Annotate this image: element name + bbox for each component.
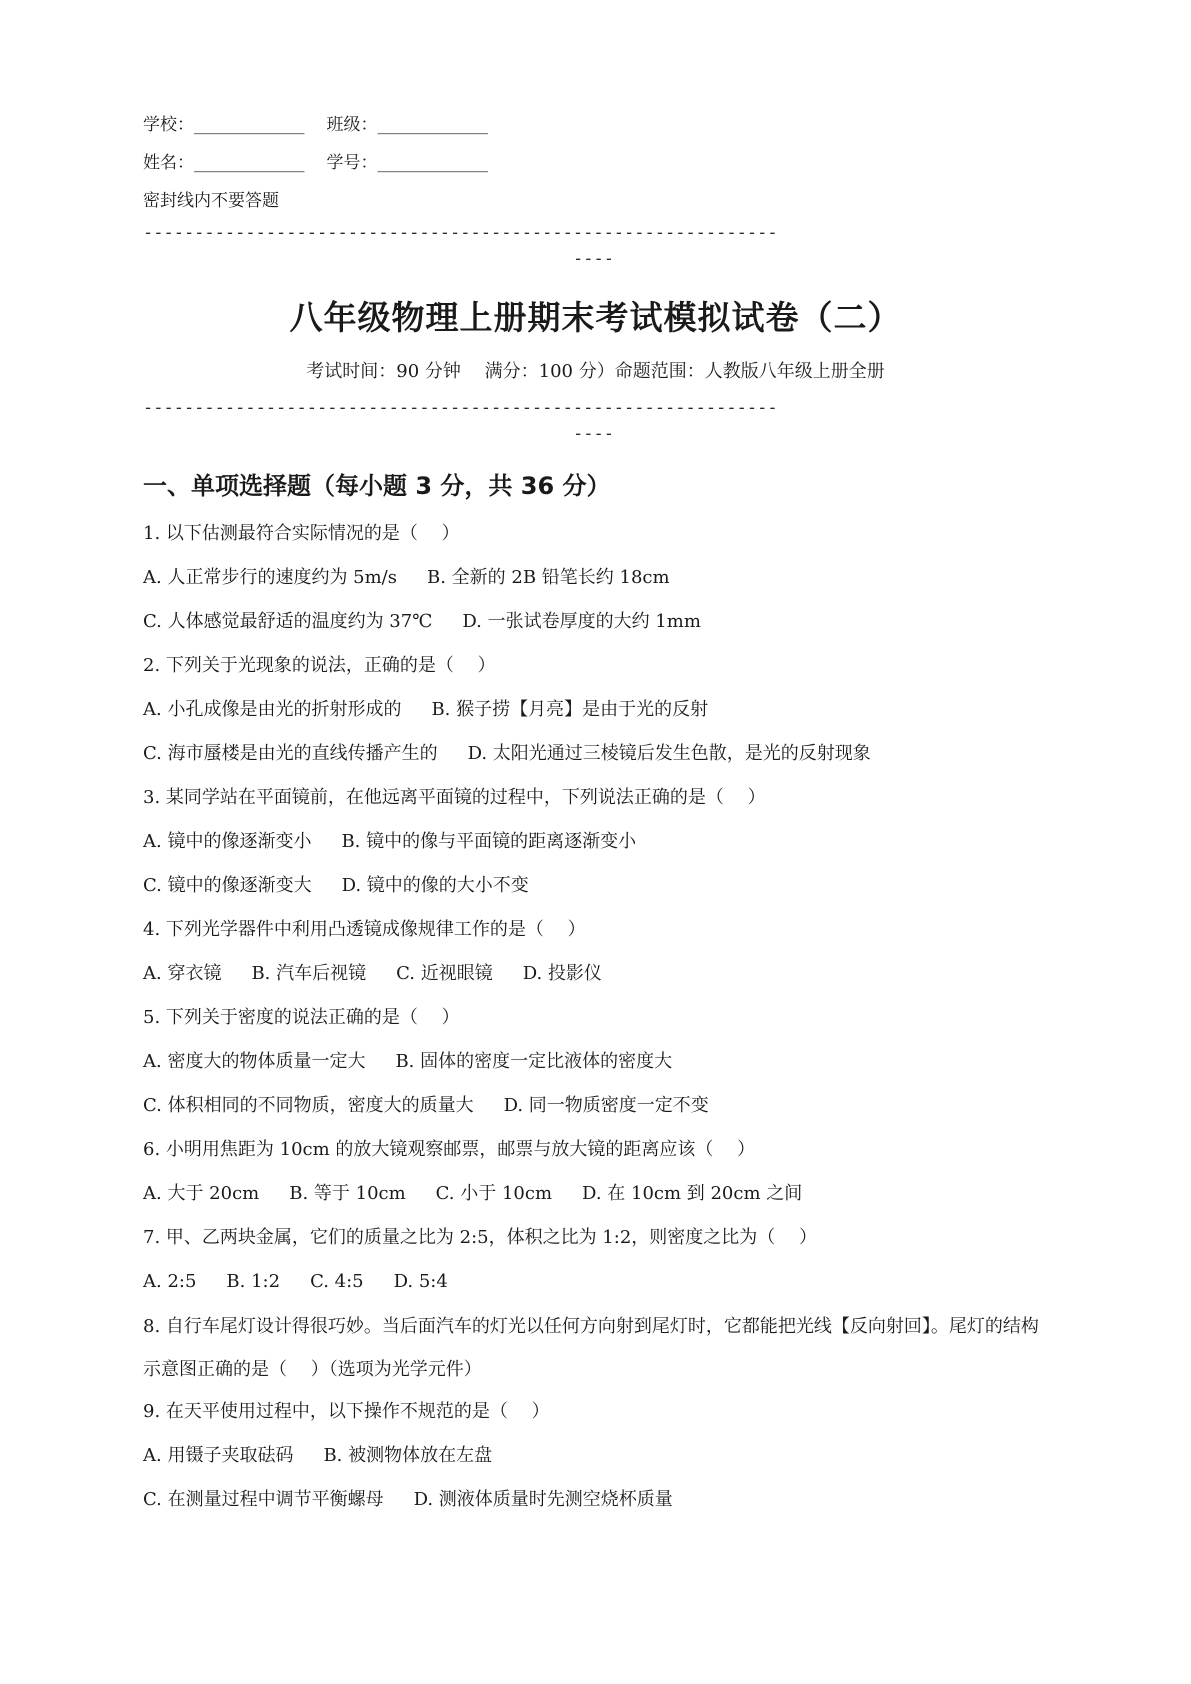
option-item: A. 人正常步行的速度约为 5m/s bbox=[143, 567, 397, 588]
school-blank: _____________ bbox=[194, 115, 305, 135]
option-item: D. 投影仪 bbox=[522, 963, 602, 984]
option-item: D. 测液体质量时先测空烧杯质量 bbox=[413, 1489, 673, 1510]
option-row bbox=[143, 1046, 1048, 1090]
id-blank: _____________ bbox=[377, 153, 488, 173]
option-item: B. 固体的密度一定比液体的密度大 bbox=[395, 1051, 673, 1072]
question-stem: 8. 自行车尾灯设计得很巧妙。当后面汽车的灯光以任何方向射到尾灯时，它都能把光线【反向射回】。尾灯的结构示意图正确的是（ ）（选项为光学元件） bbox=[143, 1316, 1039, 1380]
question-stem: 7. 甲、乙两块金属，它们的质量之比为 2:5，体积之比为 1:2，则密度之比为（ ） bbox=[143, 1227, 817, 1248]
school-field bbox=[143, 110, 305, 135]
option-item: B. 等于 10cm bbox=[289, 1183, 406, 1204]
option-row bbox=[143, 1440, 1048, 1484]
option-item: A. 小孔成像是由光的折射形成的 bbox=[143, 699, 402, 720]
option-item: B. 1:2 bbox=[226, 1271, 281, 1292]
option-item: D. 太阳光通过三棱镜后发生色散，是光的反射现象 bbox=[467, 743, 871, 764]
option-item: A. 镜中的像逐渐变小 bbox=[143, 831, 312, 852]
option-item: C. 4:5 bbox=[310, 1271, 364, 1292]
option-item: B. 猴子捞【月亮】是由于光的反射 bbox=[431, 699, 709, 720]
option-item: C. 人体感觉最舒适的温度约为 37℃ bbox=[143, 611, 433, 632]
option-item: C. 体积相同的不同物质，密度大的质量大 bbox=[143, 1095, 474, 1116]
option-item: D. 一张试卷厚度的大约 1mm bbox=[462, 611, 701, 632]
question-stem: 6. 小明用焦距为 10cm 的放大镜观察邮票，邮票与放大镜的距离应该（ ） bbox=[143, 1139, 756, 1160]
header-dash-line-tail: ---- bbox=[573, 424, 614, 444]
option-item: C. 在测量过程中调节平衡螺母 bbox=[143, 1489, 384, 1510]
option-row bbox=[143, 826, 1048, 870]
option-item: A. 穿衣镜 bbox=[143, 963, 222, 984]
option-row bbox=[143, 1090, 1048, 1134]
name-field bbox=[143, 148, 305, 173]
class-blank: _____________ bbox=[377, 115, 488, 135]
option-item: C. 镜中的像逐渐变大 bbox=[143, 875, 312, 896]
option-row bbox=[143, 562, 1048, 606]
option-item: B. 汽车后视镜 bbox=[251, 963, 367, 984]
question-stem: 4. 下列光学器件中利用凸透镜成像规律工作的是（ ） bbox=[143, 919, 586, 940]
question-stem: 1. 以下估测最符合实际情况的是（ ） bbox=[143, 523, 460, 544]
option-item: A. 2:5 bbox=[143, 1271, 197, 1292]
id-field bbox=[327, 148, 489, 173]
option-item: D. 在 10cm 到 20cm 之间 bbox=[582, 1183, 803, 1204]
seal-dash-line-tail: ---- bbox=[573, 249, 614, 269]
header-dash-line: -------------------------------------------------------------- bbox=[143, 398, 778, 418]
option-item: A. 用镊子夹取砝码 bbox=[143, 1445, 294, 1466]
option-item: B. 全新的 2B 铅笔长约 18cm bbox=[427, 567, 670, 588]
option-row bbox=[143, 1266, 1048, 1310]
option-item: C. 海市蜃楼是由光的直线传播产生的 bbox=[143, 743, 438, 764]
question-stem: 9. 在天平使用过程中，以下操作不规范的是（ ） bbox=[143, 1401, 550, 1422]
option-item: B. 被测物体放在左盘 bbox=[323, 1445, 493, 1466]
option-row bbox=[143, 1178, 1048, 1222]
option-item: B. 镜中的像与平面镜的距离逐渐变小 bbox=[341, 831, 637, 852]
option-item: A. 大于 20cm bbox=[143, 1183, 260, 1204]
question-stem: 2. 下列关于光现象的说法，正确的是（ ） bbox=[143, 655, 496, 676]
name-blank: _____________ bbox=[194, 153, 305, 173]
seal-line-note: 密封线内不要答题 bbox=[143, 191, 279, 211]
school-label: 学校： bbox=[143, 115, 194, 135]
name-label: 姓名： bbox=[143, 153, 194, 173]
question-stem: 3. 某同学站在平面镜前，在他远离平面镜的过程中，下列说法正确的是（ ） bbox=[143, 787, 766, 808]
class-field bbox=[327, 110, 489, 135]
id-label: 学号： bbox=[326, 153, 378, 173]
option-item: D. 同一物质密度一定不变 bbox=[503, 1095, 709, 1116]
option-row bbox=[143, 606, 1048, 650]
option-item: C. 近视眼镜 bbox=[396, 963, 493, 984]
option-row bbox=[143, 958, 1048, 1002]
exam-subtitle: 考试时间：90 分钟 满分：100 分）命题范围：人教版八年级上册全册 bbox=[306, 361, 885, 382]
option-row bbox=[143, 870, 1048, 914]
school-class-row bbox=[143, 110, 488, 135]
class-label: 班级： bbox=[326, 115, 378, 135]
option-item: D. 5:4 bbox=[393, 1271, 448, 1292]
option-item: D. 镜中的像的大小不变 bbox=[341, 875, 529, 896]
section-heading: 一、单项选择题（每小题 3 分，共 36 分） bbox=[143, 472, 611, 500]
name-id-row bbox=[143, 148, 488, 173]
option-row bbox=[143, 694, 1048, 738]
question-stem: 5. 下列关于密度的说法正确的是（ ） bbox=[143, 1007, 460, 1028]
option-item: A. 密度大的物体质量一定大 bbox=[143, 1051, 366, 1072]
seal-dash-line: -------------------------------------------------------------- bbox=[143, 223, 778, 243]
option-row bbox=[143, 1484, 1048, 1528]
question-list bbox=[143, 518, 1048, 1528]
exam-title: 八年级物理上册期末考试模拟试卷（二） bbox=[289, 298, 902, 337]
option-item: C. 小于 10cm bbox=[435, 1183, 553, 1204]
option-row bbox=[143, 738, 1048, 782]
